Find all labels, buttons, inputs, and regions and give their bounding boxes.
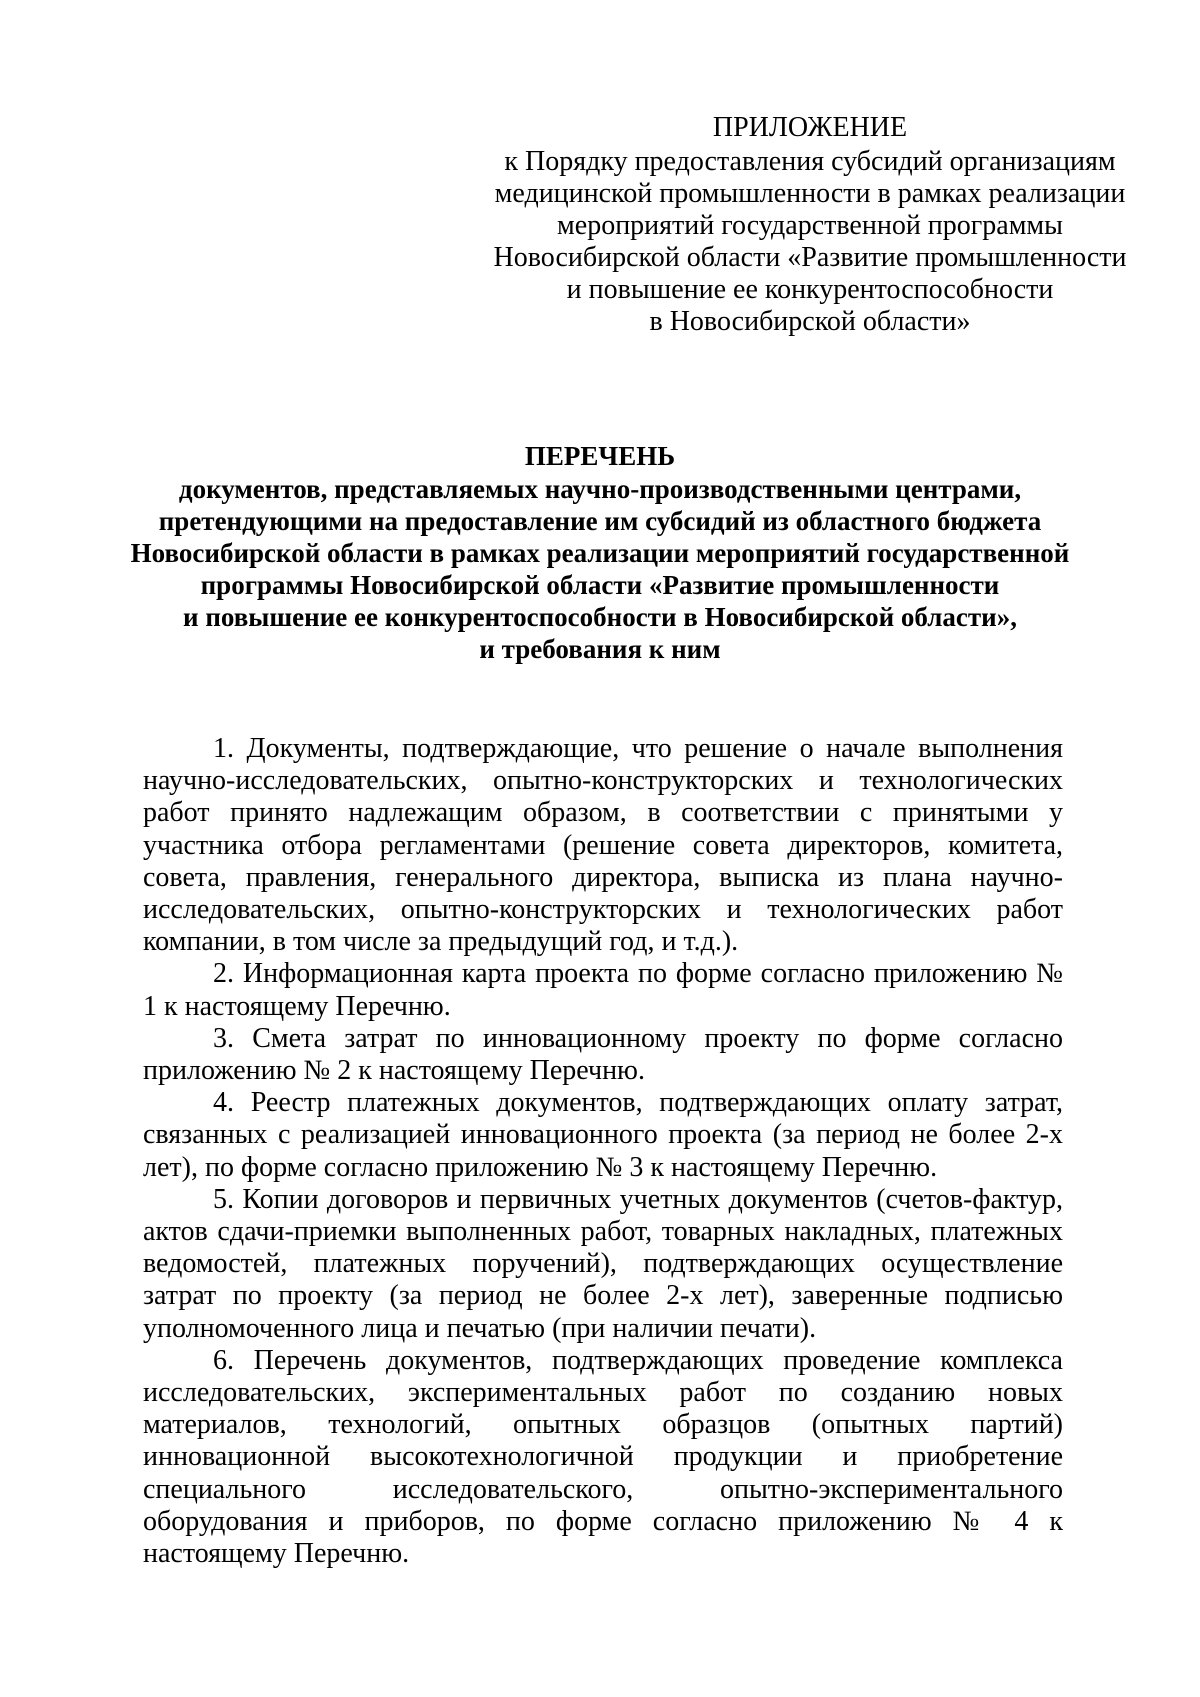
list-item-2: 2. Информационная карта проекта по форме согласно приложению № 1 к настоящему Перечню. (143, 958, 1063, 1022)
heading-title: ПЕРЕЧЕНЬ (524, 441, 676, 471)
list-item-3: 3. Смета затрат по инновационному проекту по форме согласно приложению № 2 к настоящему Перечню. (143, 1022, 1063, 1087)
heading-line: документов, представляемых научно-производственными центрами, (178, 474, 1022, 504)
list-item-4: 4. Реестр платежных документов, подтверждающих оплату затрат, связанных с реализацией инновационного проекта (за период не более 2-х лет), по форме согласно приложению № 3 к настоящему Перечню. (143, 1087, 1063, 1183)
appendix-line: в Новосибирской области» (649, 306, 971, 337)
heading-line: программы Новосибирской области «Развитие промышленности (200, 570, 1000, 600)
appendix-header (480, 112, 1140, 338)
list-item-1: 1. Документы, подтверждающие, что решение о начале выполнения научно-исследовательских, опытно-конструкторских и технологических работ принято надлежащим образом, в соответствии с принятыми у участника отбора регламентами (решение совета директоров, комитета, совета, правления, генерального директора, выписка из плана научно-исследовательских, опытно-конструкторских и технологических работ компании, в том числе за предыдущий год, и т.д.). (143, 733, 1063, 958)
document-body (143, 733, 1063, 1570)
heading-line: претендующими на предоставление им субсидий из областного бюджета (158, 506, 1042, 536)
heading-line: и требования к ним (479, 634, 721, 664)
appendix-title: ПРИЛОЖЕНИЕ (712, 112, 908, 143)
document-heading (130, 440, 1070, 665)
heading-line: и повышение ее конкурентоспособности в Новосибирской области», (183, 602, 1017, 632)
appendix-line: медицинской промышленности в рамках реализации (494, 178, 1126, 209)
appendix-line: к Порядку предоставления субсидий организациям (504, 146, 1116, 177)
heading-line: Новосибирской области в рамках реализации мероприятий государственной (130, 538, 1070, 568)
appendix-line: мероприятий государственной программы (557, 210, 1063, 241)
appendix-line: и повышение ее конкурентоспособности (566, 274, 1054, 305)
list-item-5: 5. Копии договоров и первичных учетных документов (счетов-фактур, актов сдачи-приемки выполненных работ, товарных накладных, платежных ведомостей, платежных поручений), подтверждающих осуществление затрат по проекту (за период не более 2-х лет), заверенные подписью уполномоченного лица и печатью (при наличии печати). (143, 1183, 1063, 1344)
appendix-line: Новосибирской области «Развитие промышленности (493, 242, 1127, 273)
list-item-6: 6. Перечень документов, подтверждающих проведение комплекса исследовательских, экспериментальных работ по созданию новых материалов, технологий, опытных образцов (опытных партий) инновационной высокотехнологичной продукции и приобретение специального исследовательского, опытно-экспериментального оборудования и приборов, по форме согласно приложению № 4 к настоящему Перечню. (143, 1344, 1063, 1570)
